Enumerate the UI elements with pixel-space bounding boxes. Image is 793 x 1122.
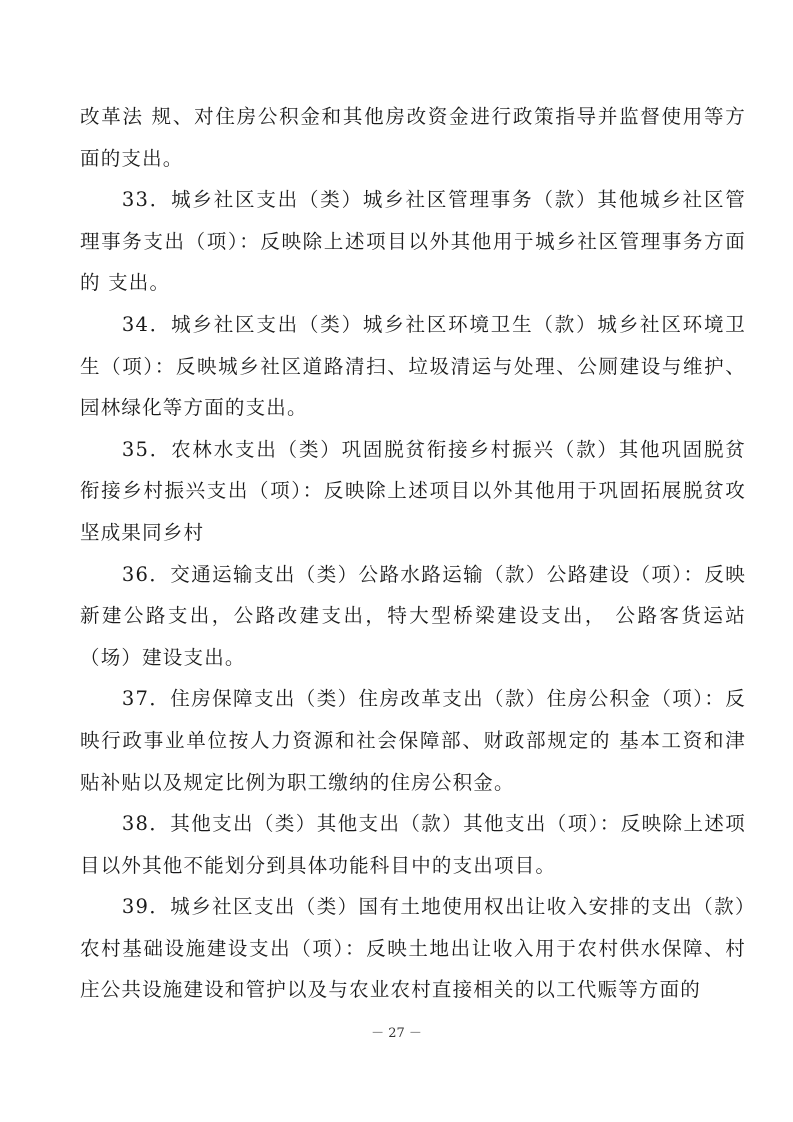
paragraph-item-35: 35．农林水支出（类）巩固脱贫衔接乡村振兴（款）其他巩固脱贫衔接乡村振兴支出（项）：反映除上述项目以外其他用于巩固拓展脱贫攻坚成果同乡村 [80,437,746,544]
document-body [80,96,746,1011]
paragraph-item-39: 39．城乡社区支出（类）国有土地使用权出让收入安排的支出（款）农村基础设施建设支出（项）：反映土地出让收入用于农村供水保障、村庄公共设施建设和管护以及与农业农村直接相关的以工代赈等方面的 [80,895,746,1002]
paragraph-item-38: 38．其他支出（类）其他支出（款）其他支出（项）：反映除上述项目以外其他不能划分到具体功能科目中的支出项目。 [80,812,746,877]
paragraph-item-36: 36．交通运输支出（类）公路水路运输（款）公路建设（项）：反映新建公路支出，公路改建支出，特大型桥梁建设支出， 公路客货运站（场）建设支出。 [80,562,746,669]
paragraph-item-33: 33．城乡社区支出（类）城乡社区管理事务（款）其他城乡社区管理事务支出（项）：反映除上述项目以外其他用于城乡社区管理事务方面的 支出。 [80,188,746,295]
paragraph-continuation: 改革法 规、对住房公积金和其他房改资金进行政策指导并监督使用等方面的支出。 [80,105,746,170]
page-number: － 27 － [371,1026,422,1041]
paragraph-item-37: 37．住房保障支出（类）住房改革支出（款）住房公积金（项）：反映行政事业单位按人力资源和社会保障部、财政部规定的 基本工资和津贴补贴以及规定比例为职工缴纳的住房公积金。 [80,687,746,794]
paragraph-item-34: 34．城乡社区支出（类）城乡社区环境卫生（款）城乡社区环境卫生（项）：反映城乡社区道路清扫、垃圾清运与处理、公厕建设与维护、园林绿化等方面的支出。 [80,312,746,420]
